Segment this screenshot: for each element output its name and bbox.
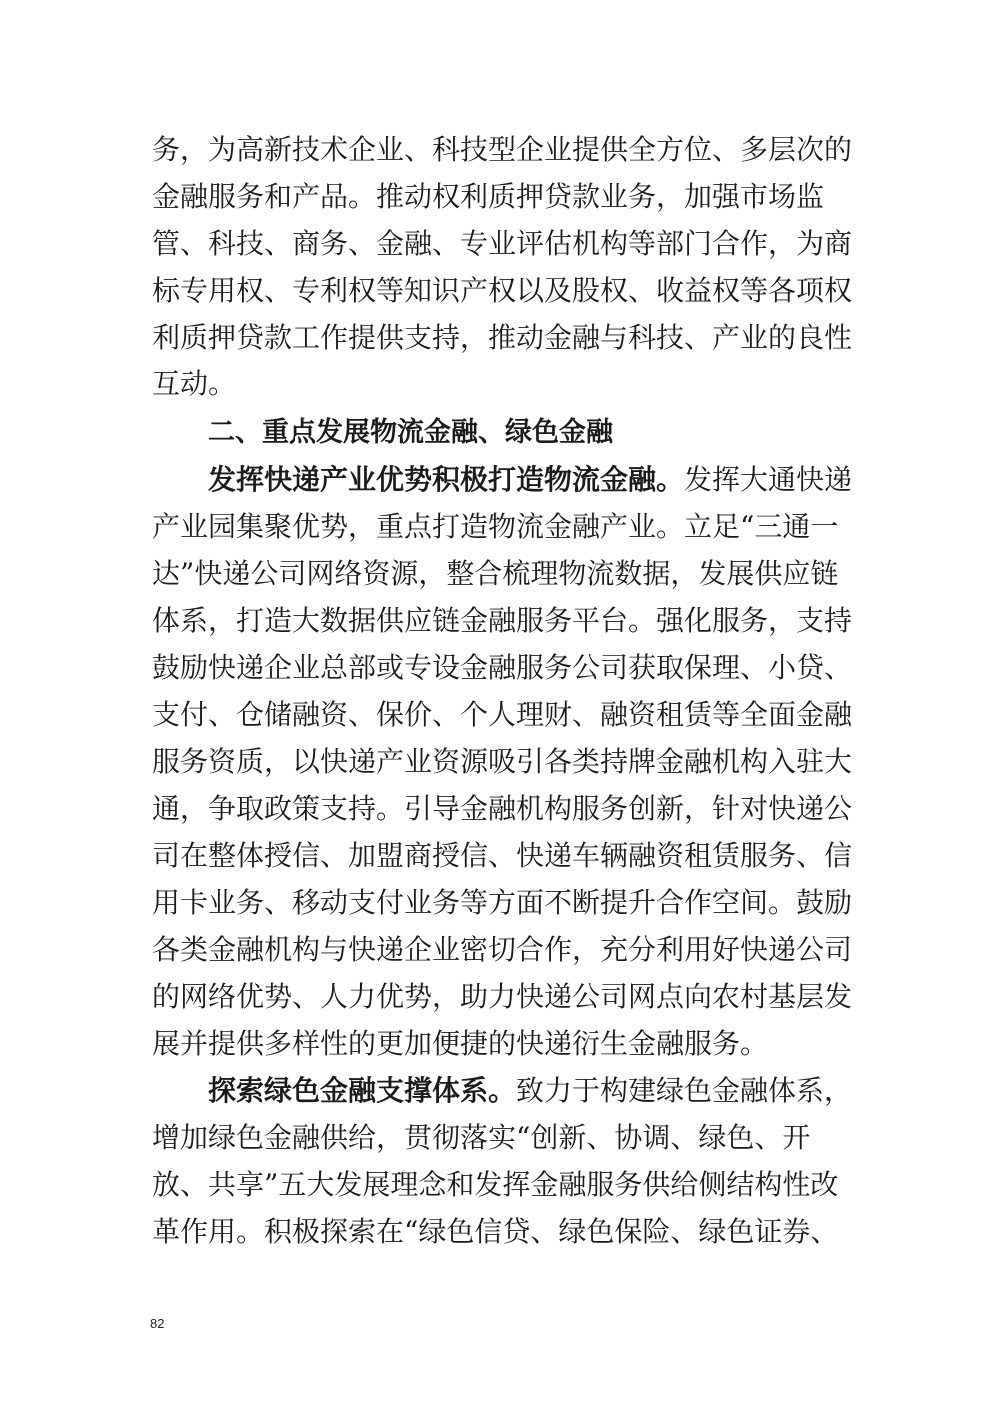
paragraph-lead-phrase: 探索绿色金融支撑体系。 [208, 1074, 517, 1107]
page-number: 82 [150, 1316, 165, 1331]
paragraph-line: 互动。 [152, 367, 237, 400]
paragraph-line: 用卡业务、移动支付业务等方面不断提升合作空间。鼓励 [152, 886, 853, 919]
paragraph-first-line [208, 460, 853, 500]
paragraph-line: 司在整体授信、加盟商授信、快递车辆融资租赁服务、信 [152, 839, 853, 872]
paragraph-line: 管、科技、商务、金融、专业评估机构等部门合作，为商 [152, 227, 853, 260]
paragraph-line: 支付、仓储融资、保价、个人理财、融资租赁等全面金融 [152, 698, 853, 731]
paragraph-line: 革作用。积极探索在“绿色信贷、绿色保险、绿色证券、 [152, 1215, 839, 1248]
paragraph-line: 放、共享”五大发展理念和发挥金融服务供给侧结构性改 [152, 1168, 839, 1201]
paragraph-text: 发挥大通快递 [684, 463, 853, 496]
paragraph-lead-phrase: 发挥快递产业优势积极打造物流金融。 [208, 463, 685, 496]
paragraph-line: 各类金融机构与快递企业密切合作，充分利用好快递公司 [152, 933, 853, 966]
paragraph-line: 通，争取政策支持。引导金融机构服务创新，针对快递公 [152, 792, 853, 825]
paragraph-line: 展并提供多样性的更加便捷的快递衍生金融服务。 [152, 1027, 769, 1060]
paragraph-line: 产业园集聚优势，重点打造物流金融产业。立足“三通一 [152, 510, 839, 543]
paragraph-line: 达”快递公司网络资源，整合梳理物流数据，发展供应链 [152, 557, 839, 590]
paragraph-line: 的网络优势、人力优势，助力快递公司网点向农村基层发 [152, 980, 853, 1013]
paragraph-line: 体系，打造大数据供应链金融服务平台。强化服务，支持 [152, 604, 853, 637]
paragraph-line: 增加绿色金融供给，贯彻落实“创新、协调、绿色、开 [152, 1121, 811, 1154]
paragraph-first-line [208, 1071, 853, 1111]
paragraph-line: 利质押贷款工作提供支持，推动金融与科技、产业的良性 [152, 321, 853, 354]
paragraph-line: 标专用权、专利权等知识产权以及股权、收益权等各项权 [152, 274, 853, 307]
paragraph-line: 服务资质，以快递产业资源吸引各类持牌金融机构入驻大 [152, 745, 853, 778]
paragraph-line: 金融服务和产品。推动权利质押贷款业务，加强市场监 [152, 180, 825, 213]
paragraph-text: 致力于构建绿色金融体系， [516, 1074, 853, 1107]
section-heading: 二、重点发展物流金融、绿色金融 [208, 417, 613, 448]
paragraph-line: 务，为高新技术企业、科技型企业提供全方位、多层次的 [152, 133, 853, 166]
paragraph-line: 鼓励快递企业总部或专设金融服务公司获取保理、小贷、 [152, 651, 853, 684]
